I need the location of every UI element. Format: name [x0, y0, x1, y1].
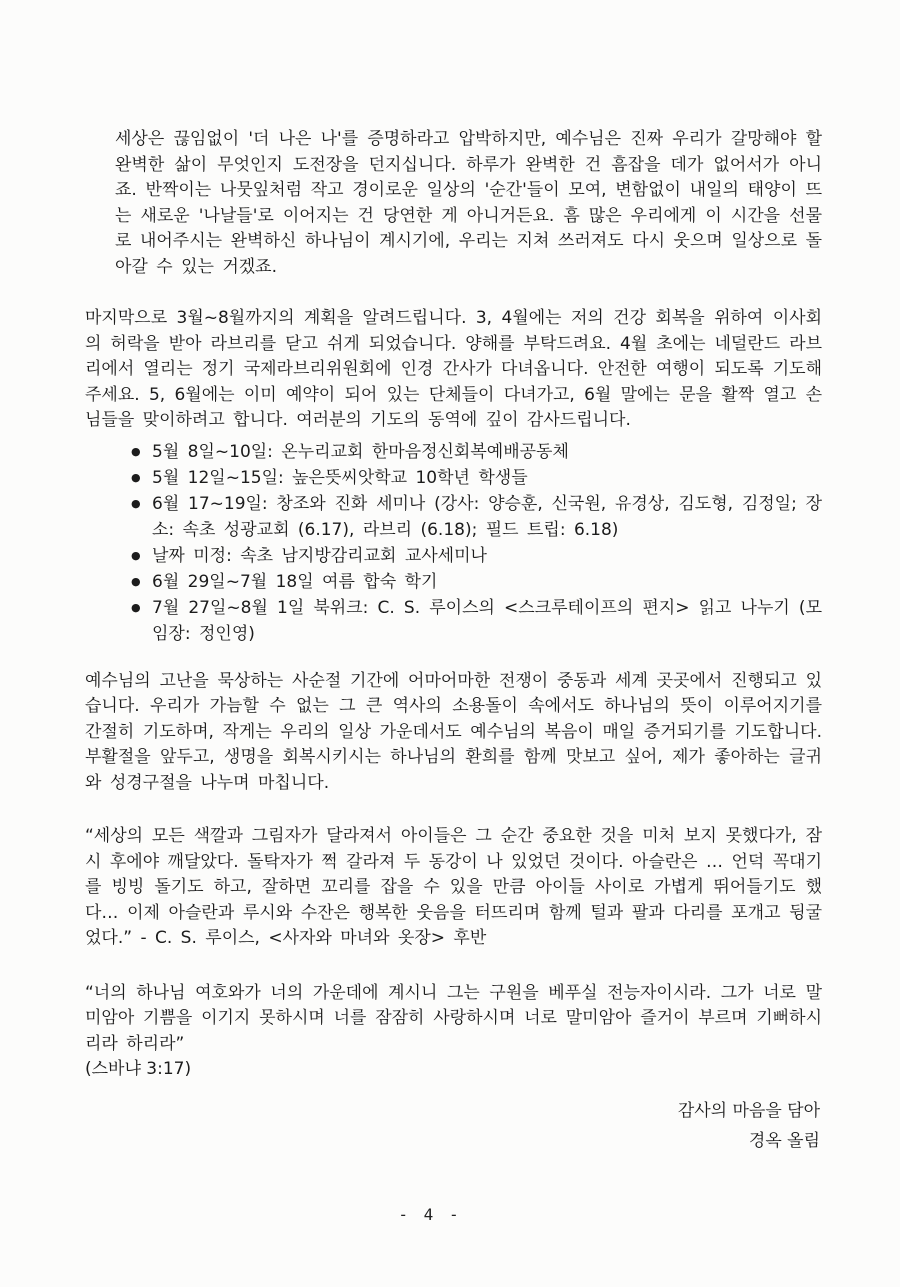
- bullet-icon: ●: [131, 600, 141, 614]
- schedule-list: [85, 439, 822, 647]
- closing-signature: [85, 1096, 822, 1156]
- schedule-item-text: 5월 12일~15일: 높은뜻씨앗학교 10학년 학생들: [152, 467, 528, 488]
- page-number: - 4 -: [398, 1205, 462, 1224]
- lent-paragraph: 예수님의 고난을 묵상하는 사순절 기간에 어마어마한 전쟁이 중동과 세계 곳곳에서 진행되고 있습니다. 우리가 가늠할 수 없는 그 큰 역사의 소용돌이 속에서도 하나님의 뜻이 이루어지기를 간절히 기도하며, 작게는 우리의 일상 가운데서도 예수님의 복음이 매일 증거되기를 기도합니다. 부활절을 앞두고, 생명을 회복시키시는 하나님의 환희를 함께 맛보고 싶어, 제가 좋아하는 글귀와 성경구절을 나누며 마칩니다.: [85, 670, 822, 793]
- letter-body: [85, 127, 822, 1156]
- schedule-item-text: 6월 17~19일: 창조와 진화 세미나 (강사: 양승훈, 신국원, 유경상, 김도형, 김정일; 장소: 속초 성광교회 (6.17), 라브리 (6.18); 필드 트립: 6.18): [152, 493, 822, 540]
- signature-name: 경옥 올림: [748, 1130, 820, 1151]
- bullet-icon: ●: [131, 496, 141, 510]
- scripture-quote-paragraph: “너의 하나님 여호와가 너의 가운데에 계시니 그는 구원을 베푸실 전능자이시라. 그가 너로 말미암아 기쁨을 이기지 못하시며 너를 잠잠히 사랑하시며 너로 말미암아 즐거이 부르며 기뻐하시리라 하리라”: [85, 982, 822, 1054]
- plans-paragraph: 마지막으로 3월~8월까지의 계획을 알려드립니다. 3, 4월에는 저의 건강 회복을 위하여 이사회의 허락을 받아 라브리를 닫고 쉬게 되었습니다. 양해를 부탁드려요. 4월 초에는 네덜란드 라브리에서 열리는 정기 국제라브리위원회에 인경 간사가 다녀옵니다. 안전한 여행이 되도록 기도해 주세요. 5, 6월에는 이미 예약이 되어 있는 단체들이 다녀가고, 6월 말에는 문을 활짝 열고 손님들을 맞이하려고 합니다. 여러분의 기도의 동역에 깊이 감사드립니다.: [85, 308, 822, 430]
- narnia-quote-paragraph: “세상의 모든 색깔과 그림자가 달라져서 아이들은 그 순간 중요한 것을 미처 보지 못했다가, 잠시 후에야 깨달았다. 돌탁자가 쩍 갈라져 두 동강이 나 있었던 것이다. 아슬란은 … 언덕 꼭대기를 빙빙 돌기도 하고, 잘하면 꼬리를 잡을 수 있을 만큼 아이들 사이로 가볍게 뛰어들기도 했다… 이제 아슬란과 루시와 수잔은 행복한 웃음을 터뜨리며 함께 털과 팔과 다리를 포개고 뒹굴었다.” - C. S. 루이스, <사자와 마녀와 옷장> 후반: [85, 826, 822, 948]
- schedule-item: [85, 569, 822, 595]
- opening-paragraph: 세상은 끊임없이 '더 나은 나'를 증명하라고 압박하지만, 예수님은 진짜 우리가 갈망해야 할 완벽한 삶이 무엇인지 도전장을 던지십니다. 하루가 완벽한 건 흠잡을 데가 없어서가 아니죠. 반짝이는 나뭇잎처럼 작고 경이로운 일상의 '순간'들이 모여, 변함없이 내일의 태양이 뜨는 새로운 '나날들'로 이어지는 건 당연한 게 아니거든요. 흠 많은 우리에게 이 시간을 선물로 내어주시는 완벽하신 하나님이 계시기에, 우리는 지쳐 쓰러져도 다시 웃으며 일상으로 돌아갈 수 있는 거겠죠.: [115, 129, 822, 277]
- schedule-item: [85, 465, 822, 491]
- schedule-item: [85, 595, 822, 647]
- bullet-icon: ●: [131, 574, 141, 588]
- bullet-icon: ●: [131, 444, 141, 458]
- schedule-item-text: 날짜 미정: 속초 남지방감리교회 교사세미나: [152, 545, 487, 566]
- bullet-icon: ●: [131, 470, 141, 484]
- schedule-item: [85, 543, 822, 569]
- schedule-item-text: 6월 29일~7월 18일 여름 합숙 학기: [152, 571, 438, 592]
- bullet-icon: ●: [131, 548, 141, 562]
- closing-line: 감사의 마음을 담아: [677, 1100, 820, 1121]
- schedule-item: [85, 439, 822, 465]
- scripture-reference: (스바냐 3:17): [85, 1059, 192, 1079]
- schedule-item-text: 5월 8일~10일: 온누리교회 한마음정신회복예배공동체: [152, 441, 569, 462]
- schedule-item-text: 7월 27일~8월 1일 북위크: C. S. 루이스의 <스크루테이프의 편지> 읽고 나누기 (모임장: 정인영): [152, 597, 822, 644]
- schedule-item: [85, 491, 822, 543]
